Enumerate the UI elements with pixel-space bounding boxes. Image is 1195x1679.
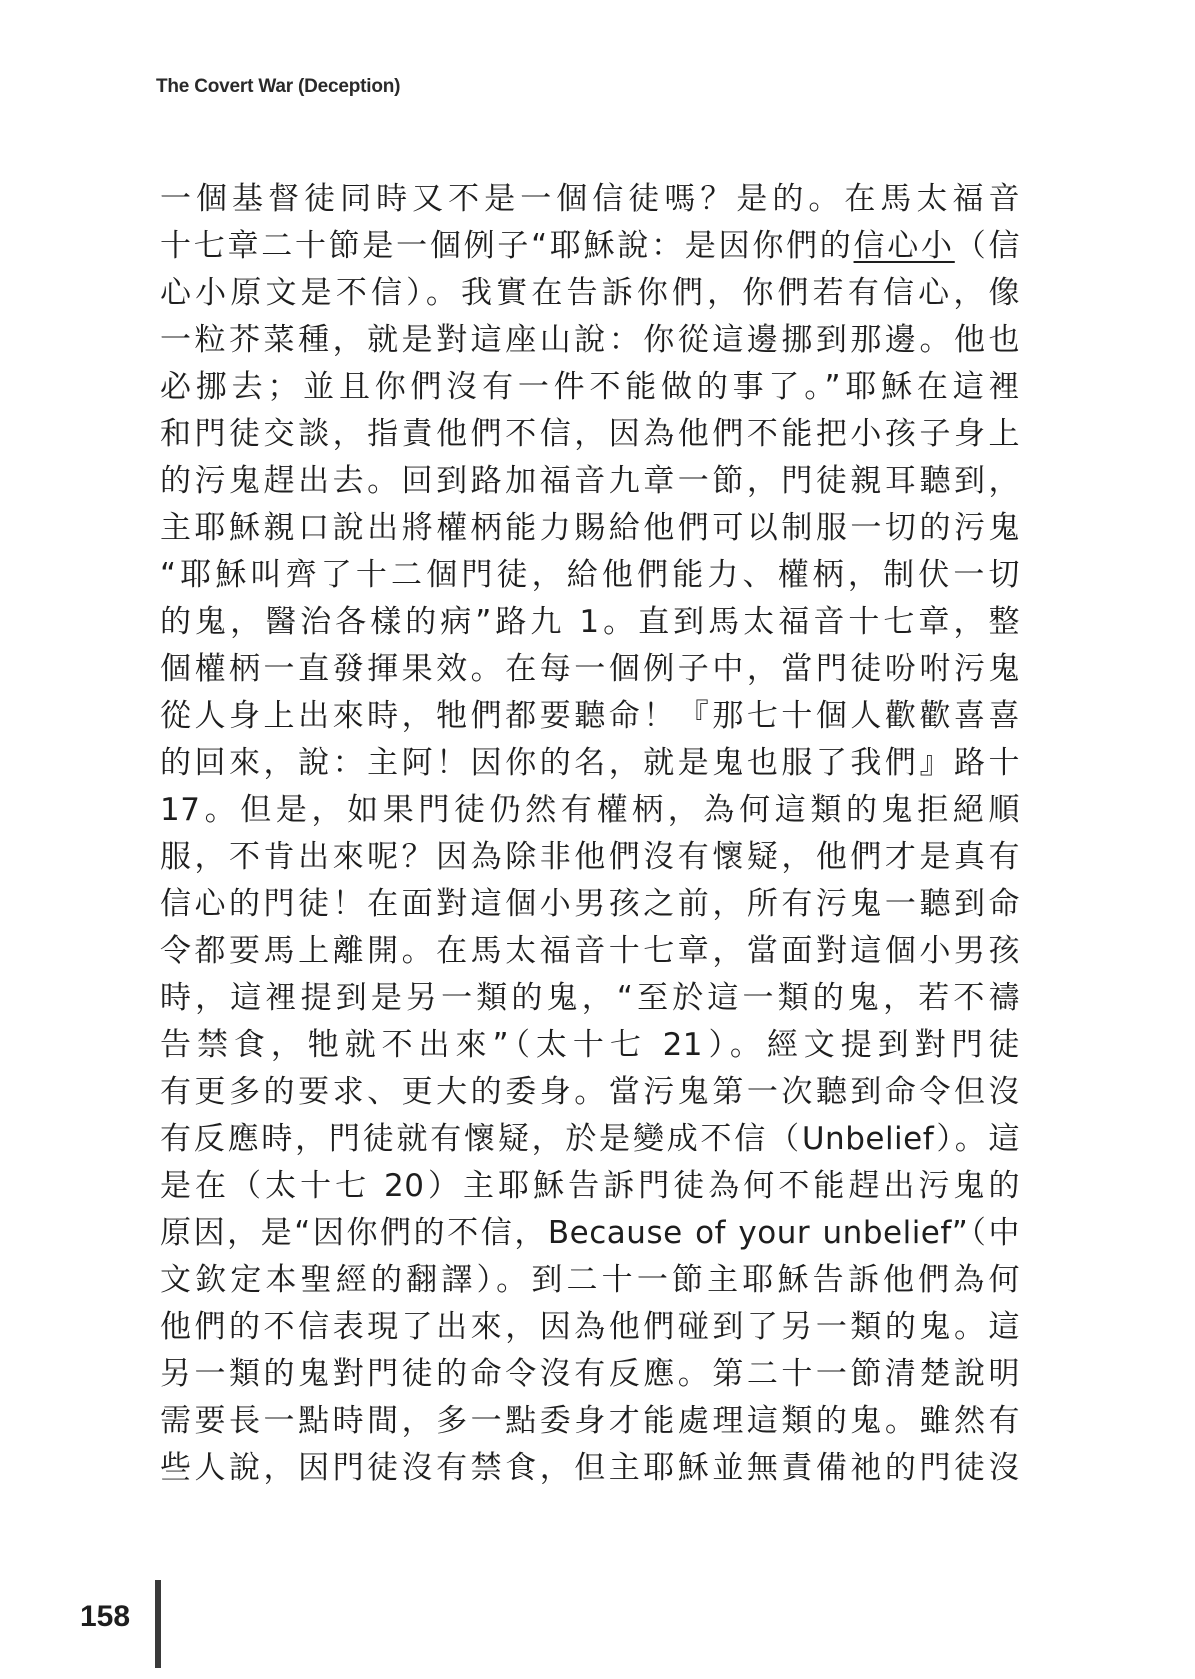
text-line — [160, 1257, 1020, 1304]
text-segment: 心小原文是不信）。我實在告訴你們，你們若有信心，像 — [160, 275, 1020, 311]
text-segment: 需要長一點時間，多一點委身才能處理這類的鬼。雖然有 — [160, 1403, 1020, 1439]
text-line — [160, 1022, 1020, 1069]
text-segment: 他們的不信表現了出來，因為他們碰到了另一類的鬼。這 — [160, 1309, 1020, 1345]
text-segment: 十七章二十節是一個例子“耶穌說：是因你們的 — [160, 228, 854, 264]
text-segment: 的污鬼趕出去。回到路加福音九章一節，門徒親耳聽到， — [160, 463, 1020, 499]
running-header-title: The Covert War (Deception) — [156, 76, 401, 97]
text-line — [160, 458, 1020, 505]
text-segment: 告禁食，牠就不出來”（太十七 21）。經文提到對門徒 — [160, 1027, 1020, 1063]
text-line — [160, 646, 1020, 693]
page-footer — [0, 1580, 1195, 1670]
text-line — [160, 1163, 1020, 1210]
text-segment: （信 — [954, 228, 1021, 264]
text-line — [160, 552, 1020, 599]
text-line — [160, 364, 1020, 411]
text-line — [160, 1116, 1020, 1163]
text-segment: 17。但是，如果門徒仍然有權柄，為何這類的鬼拒絕順 — [160, 792, 1020, 828]
text-segment: 信心的門徒！在面對這個小男孩之前，所有污鬼一聽到命 — [160, 886, 1020, 922]
text-segment: 必挪去；並且你們沒有一件不能做的事了。”耶穌在這裡 — [160, 369, 1020, 405]
text-line — [160, 176, 1020, 223]
text-line — [160, 1210, 1020, 1257]
text-segment: 一個基督徒同時又不是一個信徒嗎？是的。在馬太福音 — [160, 181, 1020, 217]
text-line — [160, 834, 1020, 881]
text-segment: 原因，是“因你們的不信，Because of your unbelief”（中 — [160, 1215, 1020, 1251]
text-segment: 有反應時，門徒就有懷疑，於是變成不信（Unbelief）。這 — [160, 1121, 1020, 1157]
text-segment: 令都要馬上離開。在馬太福音十七章，當面對這個小男孩 — [160, 933, 1020, 969]
text-segment: 的回來，說：主阿！因你的名，就是鬼也服了我們』路十 — [160, 745, 1020, 781]
text-line — [160, 975, 1020, 1022]
text-line — [160, 693, 1020, 740]
text-segment: 些人說，因門徒沒有禁食，但主耶穌並無責備祂的門徒沒 — [160, 1450, 1020, 1486]
page-number: 158 — [80, 1600, 131, 1633]
text-line — [160, 411, 1020, 458]
text-segment: 時，這裡提到是另一類的鬼，“至於這一類的鬼，若不禱 — [160, 980, 1020, 1016]
text-line — [160, 1069, 1020, 1116]
text-line — [160, 599, 1020, 646]
text-segment: “耶穌叫齊了十二個門徒，給他們能力、權柄，制伏一切 — [160, 557, 1020, 593]
text-line — [160, 1351, 1020, 1398]
text-segment: 從人身上出來時，牠們都要聽命！『那七十個人歡歡喜喜 — [160, 698, 1020, 734]
text-line — [160, 505, 1020, 552]
text-segment: 一粒芥菜種，就是對這座山說：你從這邊挪到那邊。他也 — [160, 322, 1020, 358]
text-line — [160, 270, 1020, 317]
text-segment: 個權柄一直發揮果效。在每一個例子中，當門徒吩咐污鬼 — [160, 651, 1020, 687]
text-segment: 有更多的要求、更大的委身。當污鬼第一次聽到命令但沒 — [160, 1074, 1020, 1110]
text-segment: 另一類的鬼對門徒的命令沒有反應。第二十一節清楚說明 — [160, 1356, 1020, 1392]
text-line — [160, 317, 1020, 364]
text-line — [160, 1445, 1020, 1492]
body-text — [160, 176, 1020, 1492]
underlined-phrase: 信心小 — [853, 228, 955, 264]
text-segment: 的鬼，醫治各樣的病”路九 1。直到馬太福音十七章，整 — [160, 604, 1020, 640]
text-segment: 是在（太十七 20）主耶穌告訴門徒為何不能趕出污鬼的 — [160, 1168, 1020, 1204]
text-line — [160, 787, 1020, 834]
text-segment: 文欽定本聖經的翻譯）。到二十一節主耶穌告訴他們為何 — [160, 1262, 1020, 1298]
text-line — [160, 1304, 1020, 1351]
text-line — [160, 740, 1020, 787]
page-number-rule — [155, 1580, 161, 1668]
text-segment: 主耶穌親口說出將權柄能力賜給他們可以制服一切的污鬼 — [160, 510, 1020, 546]
text-segment: 和門徒交談，指責他們不信，因為他們不能把小孩子身上 — [160, 416, 1020, 452]
text-line — [160, 223, 1020, 270]
text-segment: 服，不肯出來呢？因為除非他們沒有懷疑，他們才是真有 — [160, 839, 1020, 875]
text-line — [160, 1398, 1020, 1445]
text-line — [160, 928, 1020, 975]
text-line — [160, 881, 1020, 928]
